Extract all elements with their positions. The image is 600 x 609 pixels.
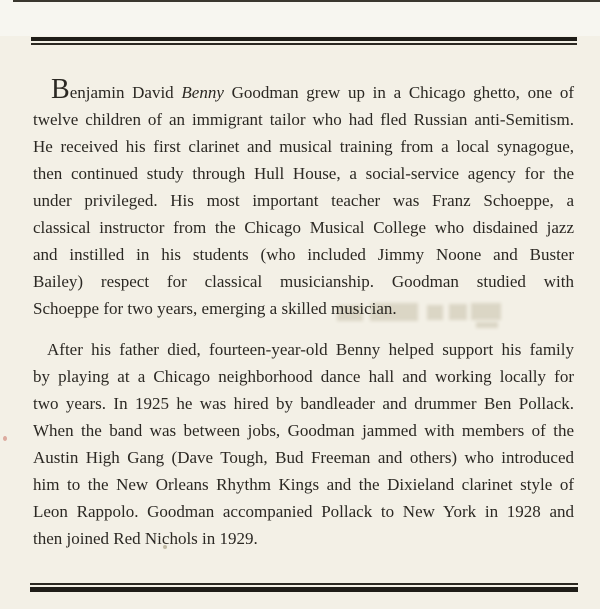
text-line: Schoeppe for two years, emerging a skilled musician.: [33, 299, 397, 318]
bottom-double-rule: [30, 583, 578, 592]
text-segment: Goodman grew up in a Chicago ghetto, one of: [223, 83, 574, 102]
text-line: twelve children of an immigrant tailor who had fled Russian anti-Semitism.: [33, 110, 574, 129]
text-line: then continued study through Hull House, a social-service agency for the: [33, 164, 574, 183]
text-line: under privileged. His most important teacher was Franz Schoeppe, a: [33, 191, 574, 210]
text-line: Bailey) respect for classical musicianship. Goodman studied with: [33, 272, 574, 291]
text-line: After his father died, fourteen-year-old Benny helped support his family: [47, 340, 574, 359]
text-line: him to the New Orleans Rhythm Kings and the Dixieland clarinet style of: [33, 475, 574, 494]
text-line: by playing at a Chicago neighborhood dance hall and working locally for: [33, 367, 574, 386]
text-line: Austin High Gang (Dave Tough, Bud Freeman and others) who introduced: [33, 448, 574, 467]
text-line: When the band was between jobs, Goodman jammed with members of the: [33, 421, 574, 440]
text-segment: enjamin David: [69, 83, 182, 102]
liner-notes-text: [33, 74, 574, 552]
text-line: [33, 74, 574, 106]
paragraph-biography-early-life: [33, 74, 574, 322]
text-line: classical instructor from the Chicago Musical College who disdained jazz: [33, 218, 574, 237]
text-line: Leon Rappolo. Goodman accompanied Pollack to New York in 1928 and: [33, 502, 574, 521]
top-double-rule: [31, 37, 577, 45]
paragraph-biography-career-start: [33, 336, 574, 552]
top-rule-thin-bar: [31, 43, 577, 45]
text-line: He received his first clarinet and musical training from a local synagogue,: [33, 137, 574, 156]
scan-light-band: [0, 0, 600, 36]
nickname-italic: Benny: [181, 83, 224, 102]
text-line: then joined Red Nichols in 1929.: [33, 529, 258, 548]
text-line: two years. In 1925 he was hired by bandleader and drummer Ben Pollack.: [33, 394, 574, 413]
drop-cap-initial: B: [51, 74, 70, 105]
text-line: and instilled in his students (who included Jimmy Noone and Buster: [33, 245, 574, 264]
bottom-rule-thick-bar: [30, 587, 578, 592]
scan-top-edge: [13, 0, 600, 2]
paper-speck: [3, 436, 7, 441]
